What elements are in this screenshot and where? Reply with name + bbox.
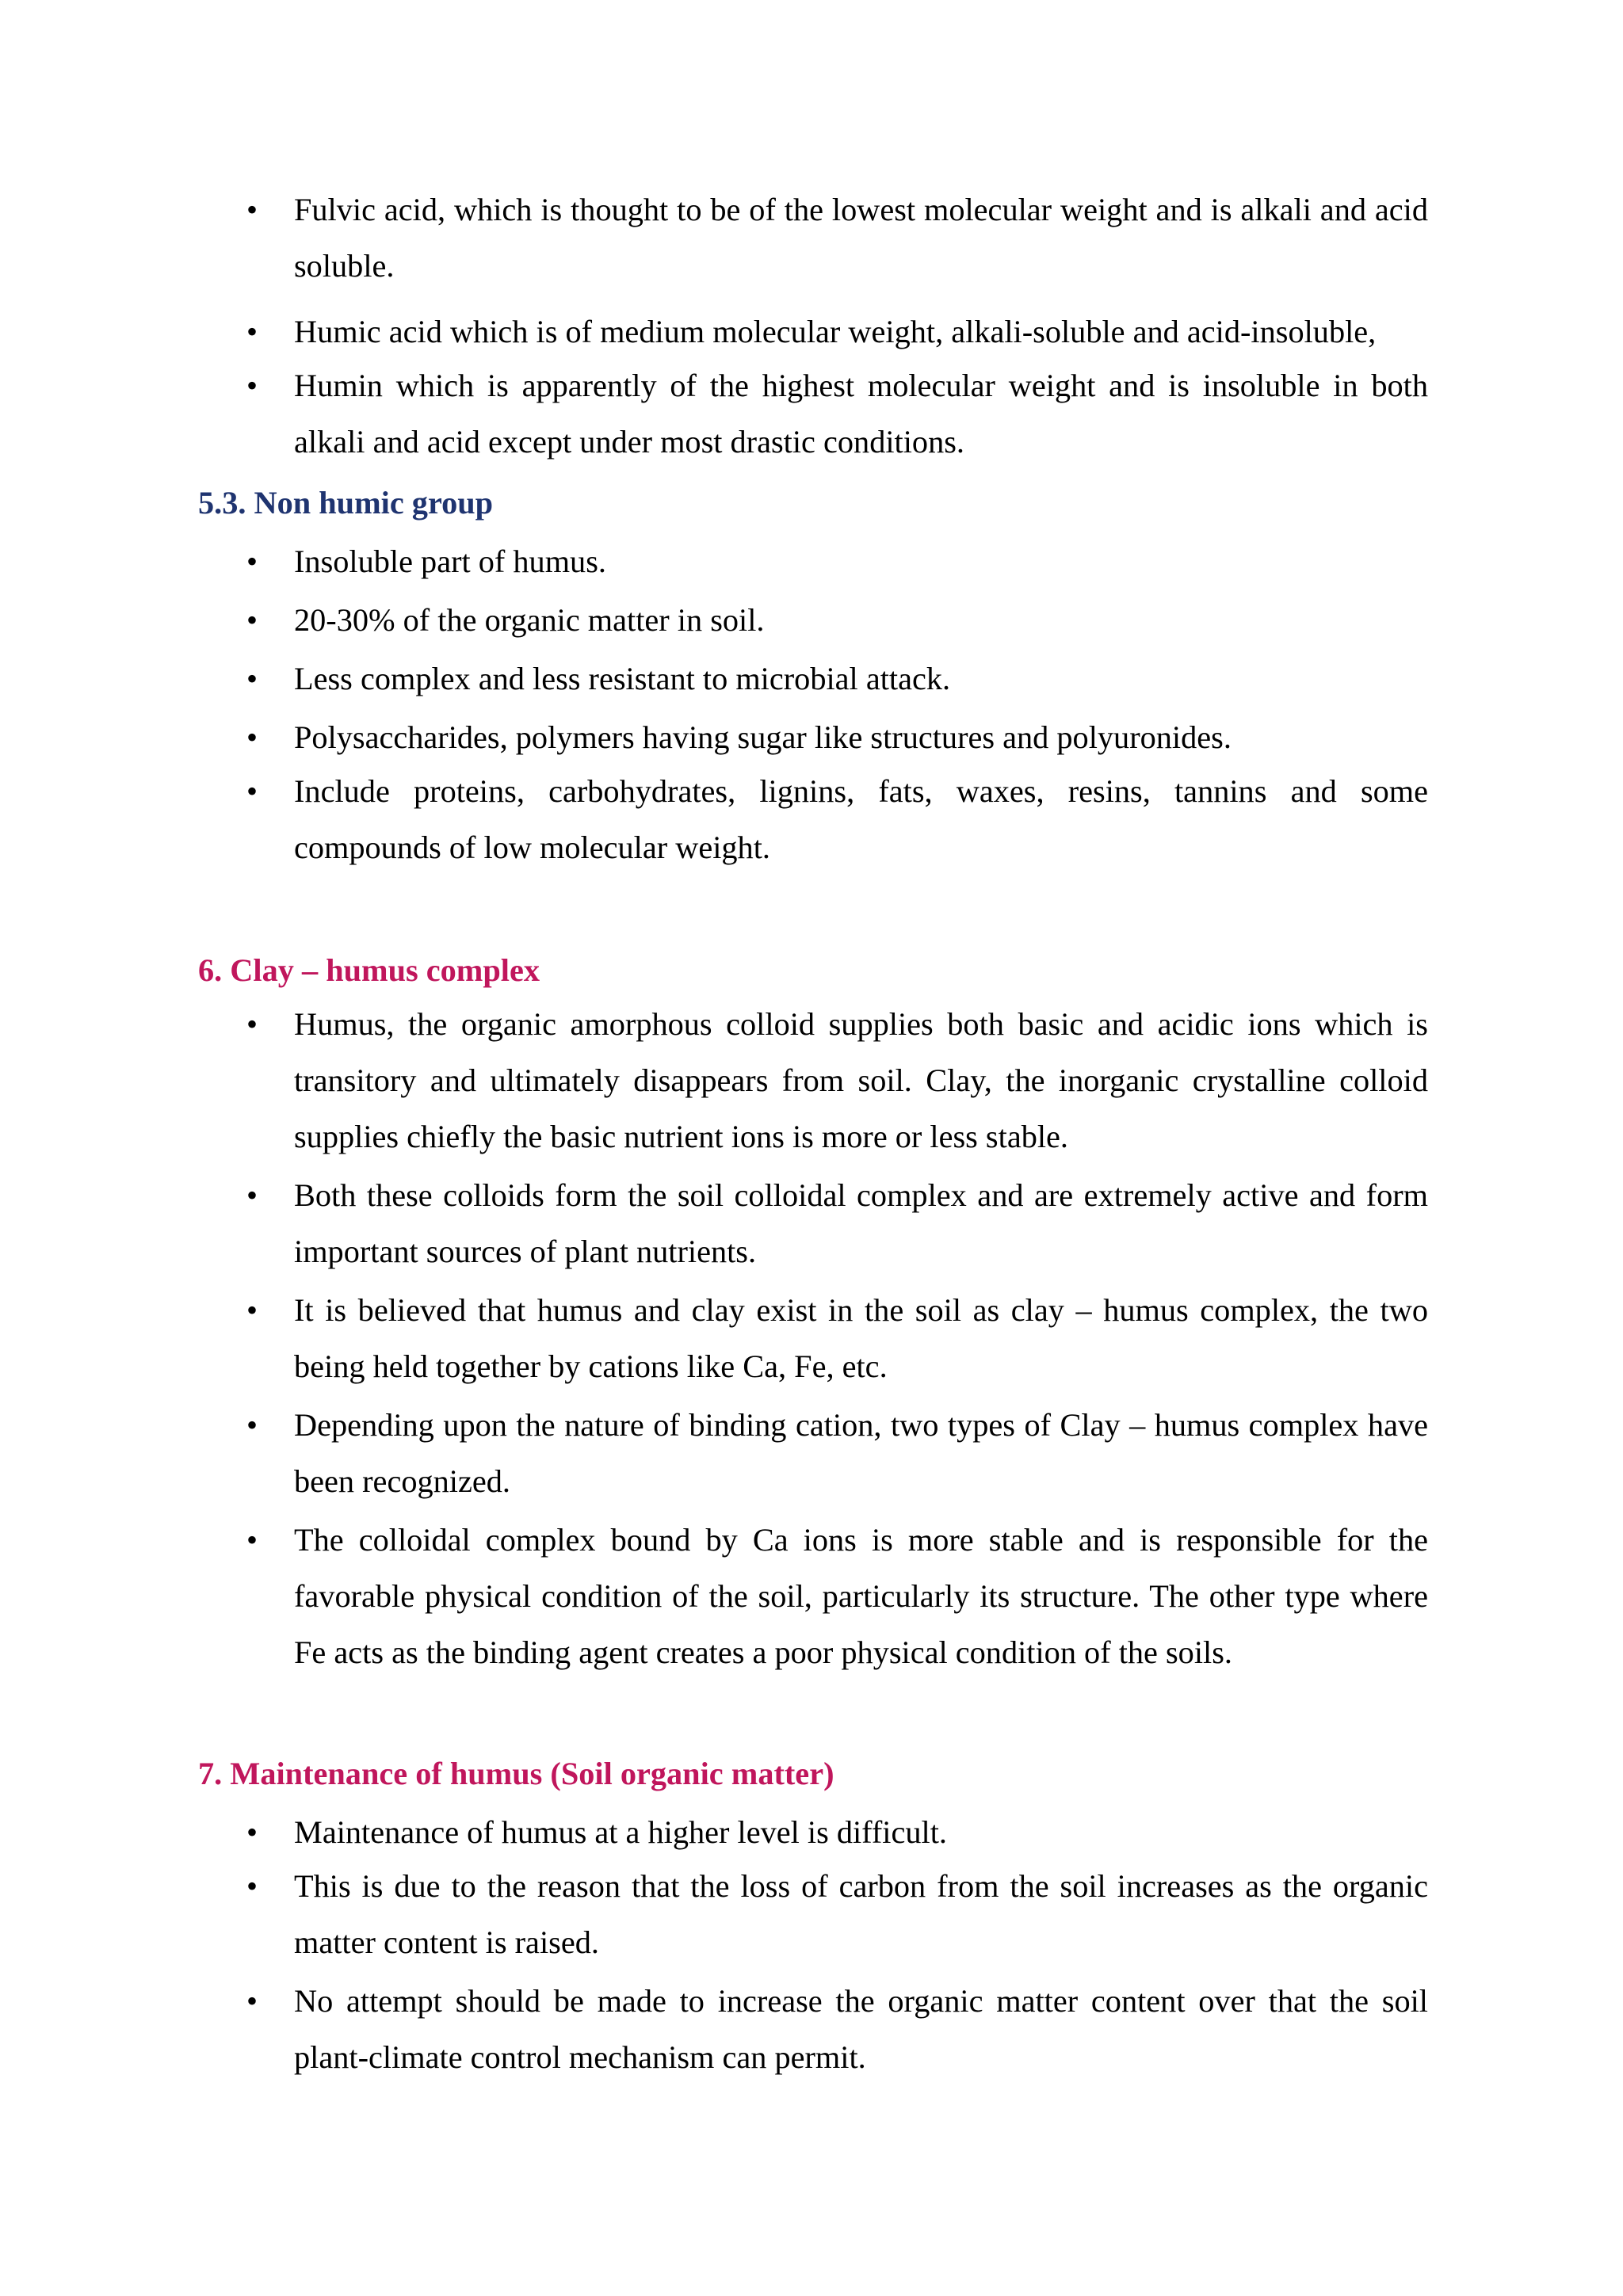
list-item <box>198 1512 1428 1680</box>
humic-fractions-list <box>198 181 1428 470</box>
list-item <box>198 1397 1428 1509</box>
bullet-icon: • <box>246 192 258 227</box>
list-item-text: Humus, the organic amorphous colloid supplies both basic and acidic ions which is transitory and ultimately disappears from soil. Clay, the inorganic crystalline colloid supplies chiefly the basic nutrient ions is more or less stable. <box>294 1006 1428 1154</box>
bullet-icon: • <box>246 1814 258 1850</box>
bullet-icon: • <box>246 1006 258 1042</box>
list-item <box>198 996 1428 1165</box>
list-item-text: 20-30% of the organic matter in soil. <box>294 602 765 638</box>
list-item <box>198 763 1428 875</box>
list-item <box>198 592 1428 648</box>
list-item <box>198 357 1428 470</box>
list-item-text: It is believed that humus and clay exist in the soil as clay – humus complex, the two being held together by cations like Ca, Fe, etc. <box>294 1292 1428 1384</box>
list-item <box>198 303 1428 360</box>
bullet-icon: • <box>246 1407 258 1443</box>
section-heading-non-humic-group: 5.3. Non humic group <box>198 485 494 521</box>
list-item <box>198 1167 1428 1280</box>
bullet-icon: • <box>246 1522 258 1558</box>
list-item <box>198 709 1428 765</box>
bullet-icon: • <box>246 773 258 809</box>
list-item-text: Maintenance of humus at a higher level is difficult. <box>294 1814 947 1850</box>
list-item <box>198 533 1428 589</box>
list-item-text: Humic acid which is of medium molecular weight, alkali-soluble and acid-insoluble, <box>294 314 1377 349</box>
section-heading-maintenance-of-humus: 7. Maintenance of humus (Soil organic matter) <box>198 1756 834 1791</box>
clay-humus-complex-list <box>198 996 1428 1680</box>
bullet-icon: • <box>246 602 258 638</box>
list-item-text: No attempt should be made to increase the organic matter content over that the soil plant-climate control mechanism can permit. <box>294 1983 1428 2075</box>
list-item-text: Include proteins, carbohydrates, lignins, fats, waxes, resins, tannins and some compounds of low molecular weight. <box>294 773 1428 865</box>
bullet-icon: • <box>246 543 258 579</box>
bullet-icon: • <box>246 368 258 403</box>
maintenance-of-humus-list <box>198 1804 1428 2085</box>
list-item <box>198 1804 1428 1860</box>
list-item-text: Depending upon the nature of binding cation, two types of Clay – humus complex have been recognized. <box>294 1407 1428 1499</box>
non-humic-group-list <box>198 533 1428 875</box>
list-item-text: The colloidal complex bound by Ca ions is more stable and is responsible for the favorable physical condition of the soil, particularly its structure. The other type where Fe acts as the binding agent creates a poor physical condition of the soils. <box>294 1522 1428 1670</box>
list-item-text: Polysaccharides, polymers having sugar like structures and polyuronides. <box>294 719 1232 755</box>
bullet-icon: • <box>246 1983 258 2019</box>
bullet-icon: • <box>246 719 258 755</box>
list-item <box>198 1973 1428 2085</box>
section-heading-clay-humus-complex: 6. Clay – humus complex <box>198 952 540 988</box>
bullet-icon: • <box>246 1292 258 1328</box>
list-item <box>198 1858 1428 1970</box>
list-item-text: This is due to the reason that the loss of carbon from the soil increases as the organic matter content is raised. <box>294 1868 1428 1960</box>
list-item-text: Both these colloids form the soil colloidal complex and are extremely active and form important sources of plant nutrients. <box>294 1177 1428 1269</box>
document-body <box>198 181 1428 2085</box>
list-item-text: Insoluble part of humus. <box>294 543 606 579</box>
list-item-text: Humin which is apparently of the highest molecular weight and is insoluble in both alkali and acid except under most drastic conditions. <box>294 368 1428 460</box>
bullet-icon: • <box>246 1868 258 1904</box>
list-item <box>198 1282 1428 1394</box>
bullet-icon: • <box>246 314 258 349</box>
bullet-icon: • <box>246 1177 258 1213</box>
list-item <box>198 181 1428 294</box>
list-item <box>198 650 1428 707</box>
list-item-text: Less complex and less resistant to microbial attack. <box>294 661 951 696</box>
list-item-text: Fulvic acid, which is thought to be of the lowest molecular weight and is alkali and acid soluble. <box>294 192 1428 284</box>
bullet-icon: • <box>246 661 258 696</box>
